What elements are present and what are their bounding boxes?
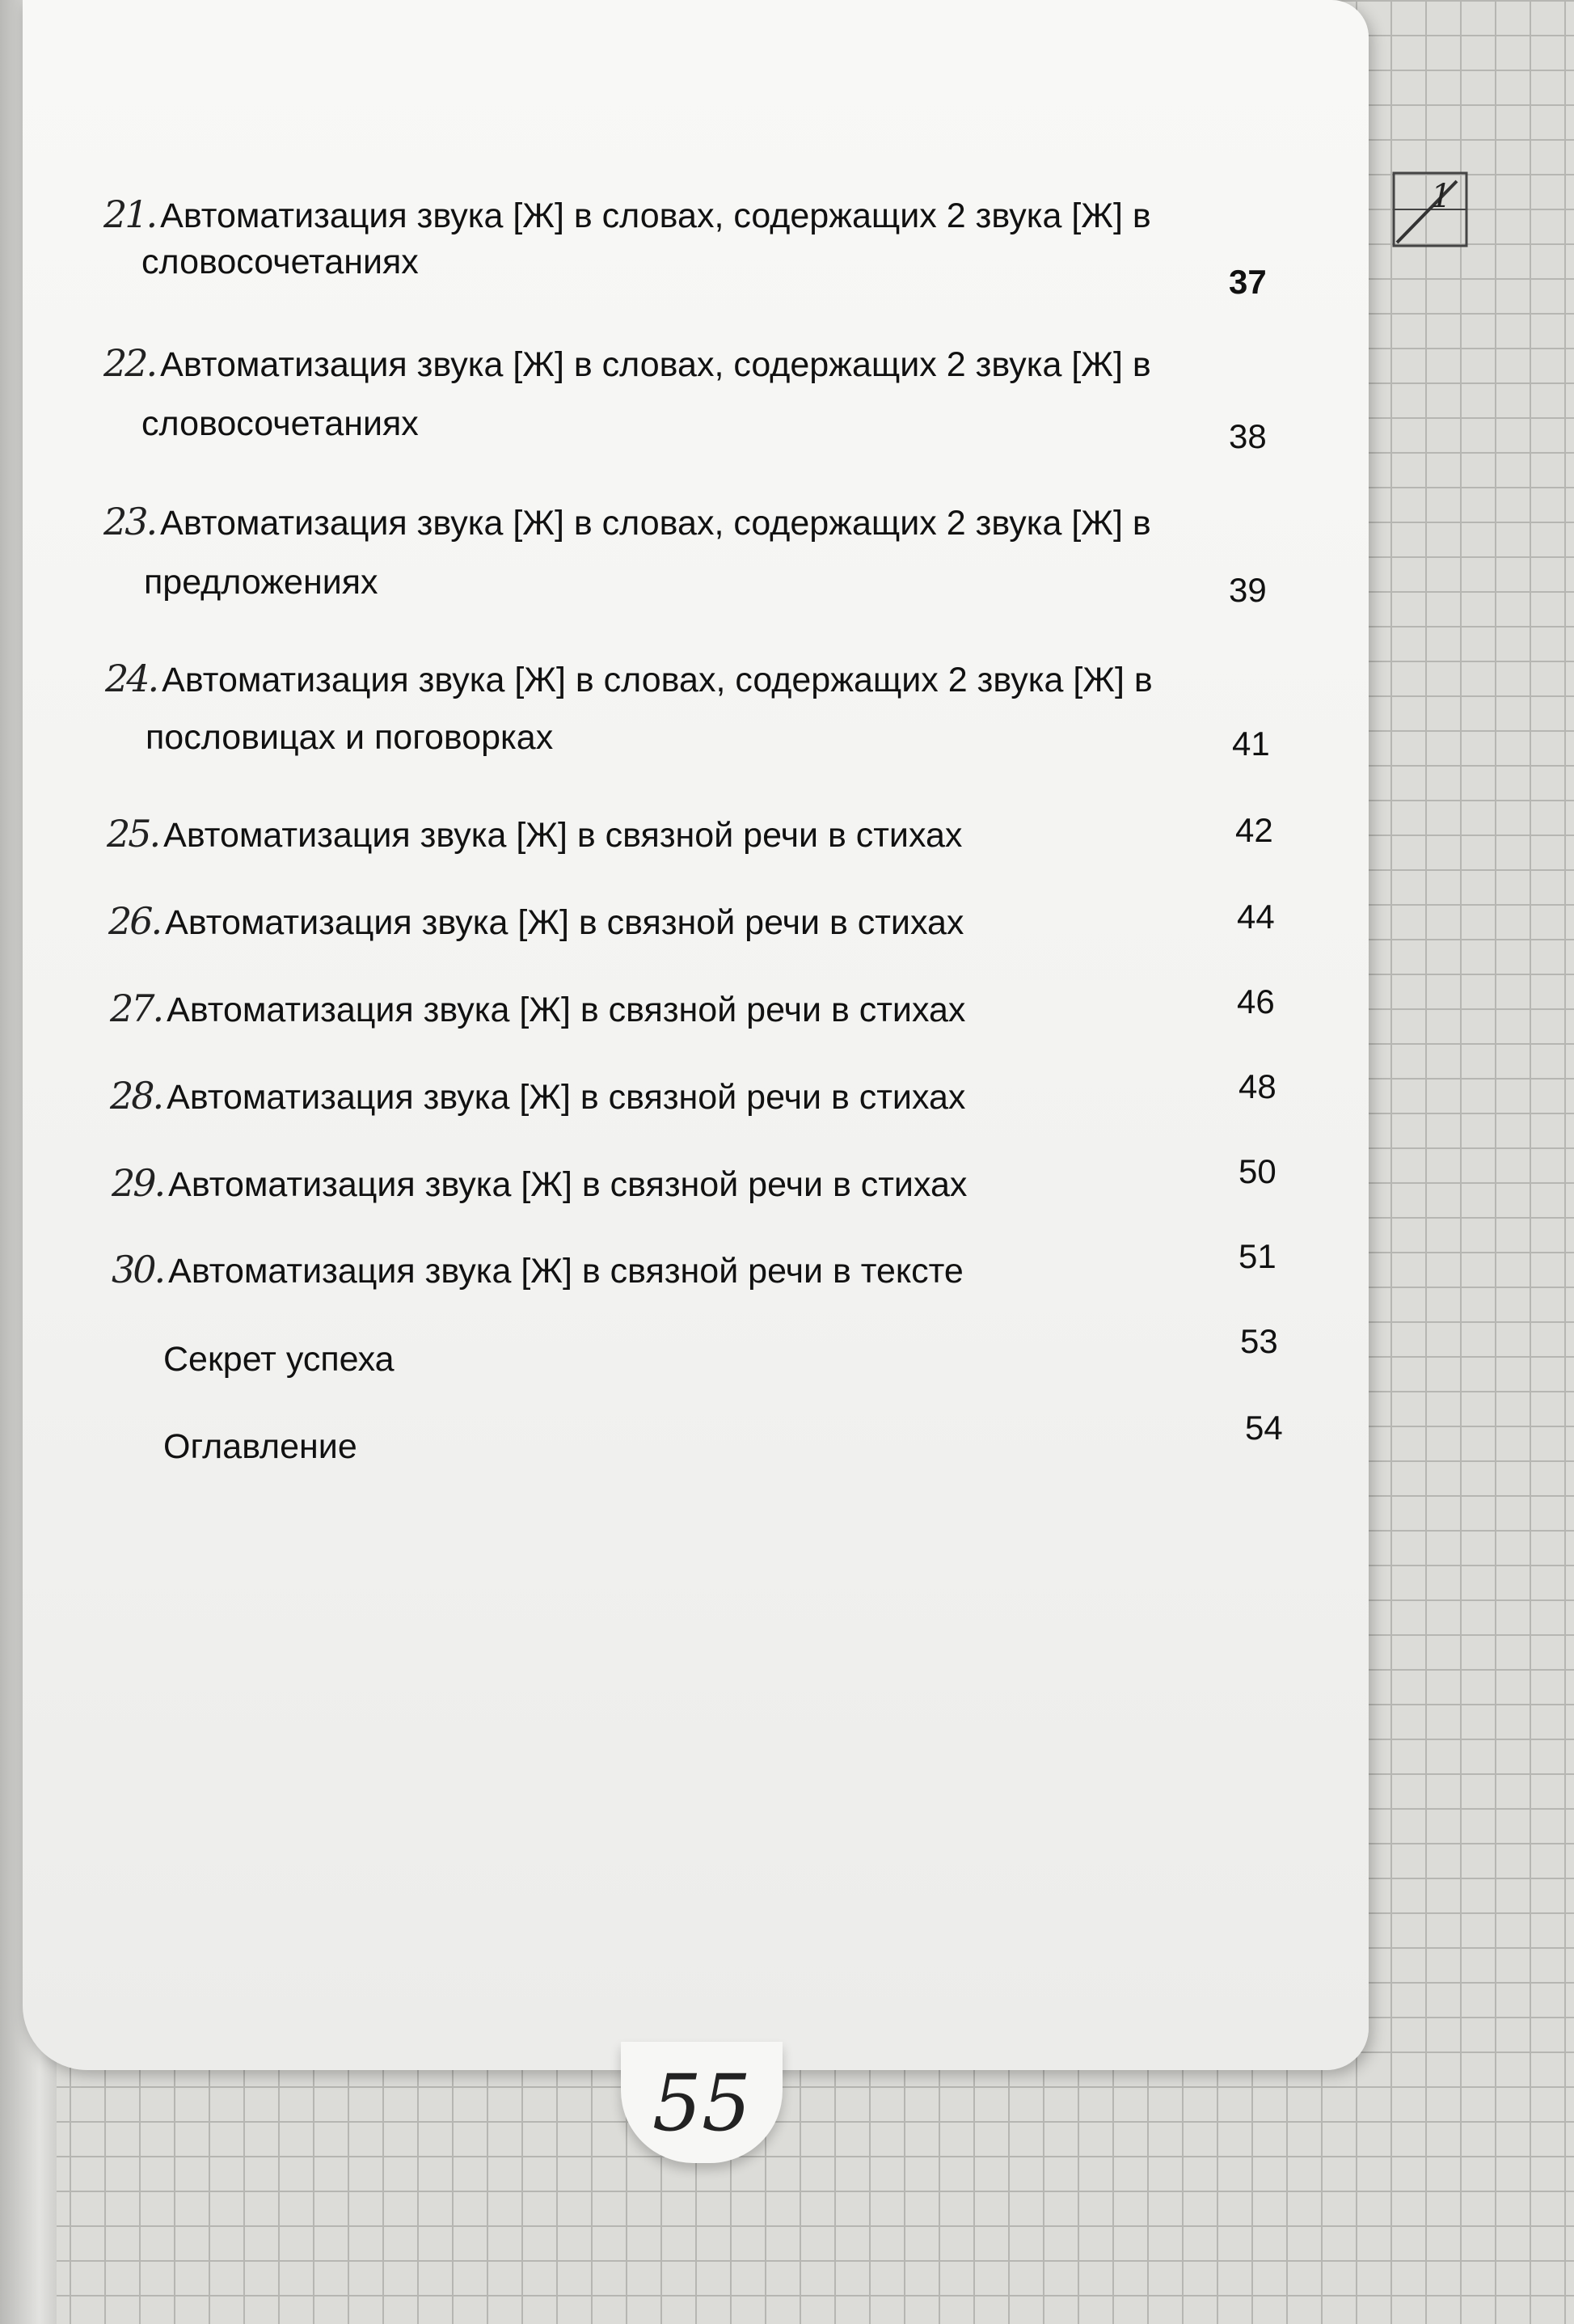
toc-page-number: 41 — [1232, 725, 1270, 763]
toc-entry-30[interactable] — [112, 1248, 964, 1291]
toc-entry-23[interactable] — [103, 500, 1151, 543]
handwritten-entry-number: 21. — [103, 192, 156, 236]
toc-entry-title: Автоматизация звука [Ж] в словах, содержащих 2 звука [Ж] в — [160, 345, 1151, 384]
table-of-contents — [23, 0, 1369, 2070]
toc-page-number: 46 — [1237, 982, 1275, 1020]
toc-entry-title: Автоматизация звука [Ж] в связной речи в стихах — [167, 1078, 966, 1117]
toc-page-number: 38 — [1229, 417, 1267, 455]
handwritten-entry-number: 29. — [112, 1161, 164, 1205]
toc-entry-26[interactable] — [108, 899, 964, 943]
toc-entry-22[interactable] — [103, 341, 1151, 385]
toc-page-number: 42 — [1235, 811, 1273, 849]
handwritten-entry-number: 26. — [108, 899, 161, 943]
toc-entry-25[interactable] — [107, 812, 962, 856]
toc-entry-continuation: словосочетаниях — [141, 243, 419, 281]
toc-page-number: 53 — [1240, 1322, 1278, 1360]
toc-page-number: 44 — [1237, 898, 1275, 936]
page-number: 55 — [652, 2058, 752, 2149]
toc-page-number: 50 — [1239, 1152, 1277, 1190]
handwritten-entry-number: 25. — [107, 812, 159, 856]
toc-page-number: 54 — [1245, 1409, 1283, 1447]
toc-entry-24[interactable] — [105, 657, 1153, 700]
toc-entry-title: Автоматизация звука [Ж] в связной речи в стихах — [163, 816, 963, 855]
handwritten-entry-number: 22. — [103, 341, 156, 385]
toc-entry-28[interactable] — [110, 1074, 965, 1118]
corner-mark-digit: 1 — [1431, 178, 1452, 215]
toc-page-number: 48 — [1239, 1067, 1277, 1105]
toc-entry-title: Автоматизация звука [Ж] в словах, содержащих 2 звука [Ж] в — [160, 196, 1151, 235]
toc-entry-title: Автоматизация звука [Ж] в словах, содержащих 2 звука [Ж] в — [162, 661, 1153, 699]
handwritten-corner-mark — [1392, 171, 1468, 247]
toc-entry-title: Автоматизация звука [Ж] в связной речи в стихах — [168, 1165, 968, 1204]
toc-entry-secret-of-success[interactable]: Секрет успеха — [163, 1340, 395, 1379]
toc-entry-29[interactable] — [112, 1161, 967, 1205]
page-number-tab — [621, 2042, 783, 2163]
toc-entry-continuation: предложениях — [144, 563, 378, 602]
show-through-text — [944, 271, 952, 299]
handwritten-entry-number: 27. — [110, 987, 162, 1030]
book-page — [23, 0, 1369, 2070]
toc-entry-contents[interactable]: Оглавление — [163, 1427, 357, 1466]
toc-entry-title: Автоматизация звука [Ж] в связной речи в тексте — [168, 1252, 964, 1291]
toc-page-number: 51 — [1239, 1237, 1277, 1275]
handwritten-entry-number: 24. — [105, 657, 158, 700]
toc-entry-title: Автоматизация звука [Ж] в словах, содержащих 2 звука [Ж] в — [160, 504, 1151, 543]
handwritten-entry-number: 28. — [110, 1074, 162, 1118]
toc-entry-continuation: пословицах и поговорках — [146, 718, 554, 757]
handwritten-entry-number: 30. — [112, 1248, 164, 1291]
toc-page-number: 37 — [1229, 263, 1267, 301]
handwritten-entry-number: 23. — [103, 500, 156, 543]
toc-page-number: 39 — [1229, 571, 1267, 609]
toc-entry-title: Автоматизация звука [Ж] в связной речи в стихах — [165, 903, 964, 942]
toc-entry-title: Автоматизация звука [Ж] в связной речи в стихах — [167, 991, 966, 1029]
toc-entry-continuation: словосочетаниях — [141, 404, 419, 443]
toc-entry-27[interactable] — [110, 987, 965, 1030]
toc-entry-21[interactable] — [103, 192, 1151, 236]
